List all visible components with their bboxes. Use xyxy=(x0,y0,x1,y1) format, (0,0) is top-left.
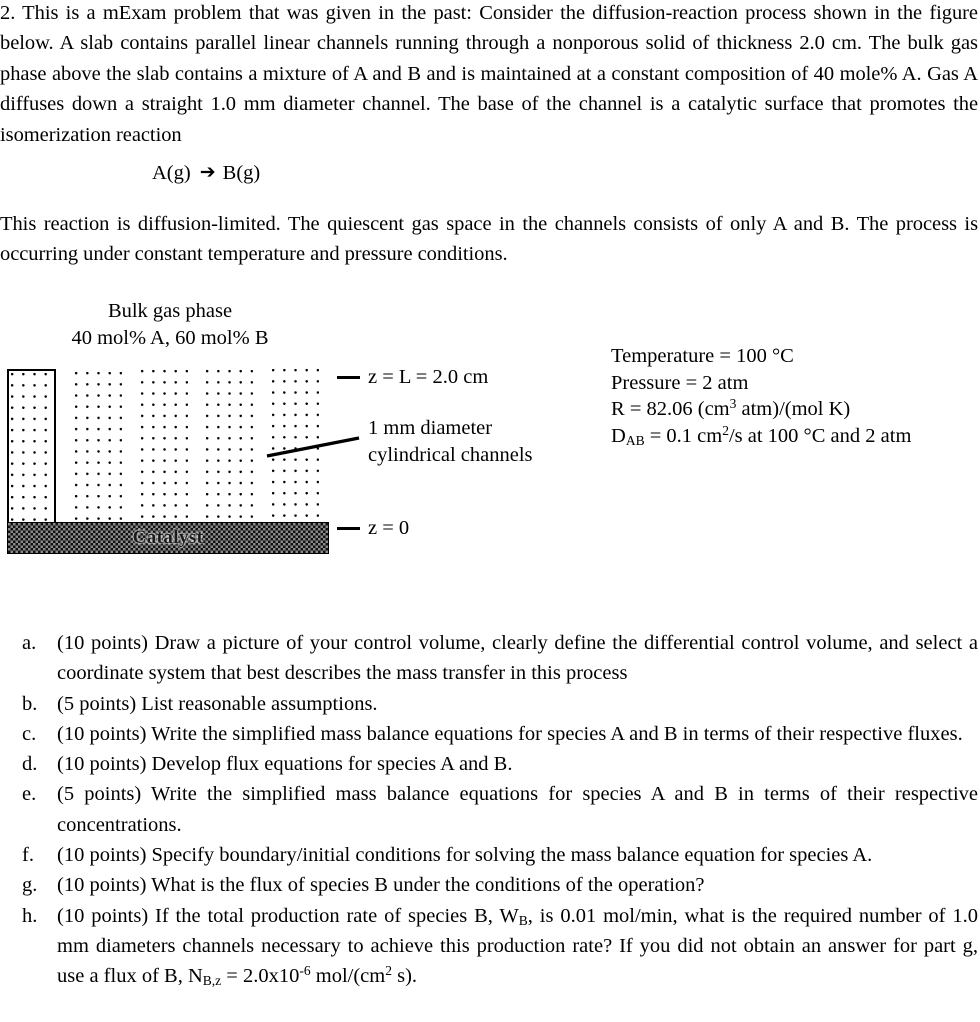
catalyst-layer xyxy=(7,522,329,554)
question-h-part2: , is 0.01 mol/min, what is the required number of 1.0 mm diameters channels necessary to achieve this production rate? If you did not obtain an answer for part g, use a flux of B, N xyxy=(57,904,979,988)
label-z-equals-L: z = L = 2.0 cm xyxy=(368,366,489,388)
question-text-a: (10 points) Draw a picture of your control volume, clearly define the differential control volume, and select a coordinate system that best describes the mass transfer in this process xyxy=(57,632,978,685)
diffusivity-subscript: AB xyxy=(625,432,645,448)
question-item-g xyxy=(0,870,980,900)
reaction-equation xyxy=(152,158,260,187)
label-z-equals-zero: z = 0 xyxy=(368,517,410,539)
question-item-b xyxy=(0,689,980,719)
question-marker-c: c. xyxy=(22,722,37,745)
question-h-exponent-minus6: -6 xyxy=(299,963,311,979)
question-h-exponent-2: 2 xyxy=(385,963,392,979)
pressure-label: Pressure xyxy=(611,371,681,394)
question-h-subscript-WB: B xyxy=(518,912,528,928)
tick-line-z-bottom xyxy=(337,527,360,530)
channel-outlined xyxy=(7,369,56,529)
diffusivity-exponent: 2 xyxy=(722,422,729,438)
diffusivity-value-post: /s at 100 °C and 2 atm xyxy=(728,424,912,447)
gas-constant-value-post: atm)/(mol K) xyxy=(736,398,851,420)
question-item-c xyxy=(0,719,980,749)
condition-temperature xyxy=(611,343,911,370)
reaction-product: B(g) xyxy=(222,162,261,184)
reaction-reactant: A(g) xyxy=(152,162,191,184)
question-marker-g: g. xyxy=(22,874,38,897)
intro-paragraph: 2. This is a mExam problem that was given in the past: Consider the diffusion-reaction process shown in the figure below. A slab contains parallel linear channels running through a nonporous solid of thickness 2.0 cm. The bulk gas phase above the slab contains a mixture of A and B and is maintained at a constant composition of 40 mole% A. Gas A diffuses down a straight 1.0 mm diameter channel. The base of the channel is a catalytic surface that promotes the isomerization reaction xyxy=(0,2,978,146)
question-marker-d: d. xyxy=(22,753,38,776)
diffusivity-equals: = xyxy=(649,424,662,447)
question-text-b: (5 points) List reasonable assumptions. xyxy=(57,692,378,715)
channel-pointer-line xyxy=(265,436,361,458)
question-h-subscript-NBz: B,z xyxy=(202,973,222,989)
question-marker-h: h. xyxy=(22,904,38,927)
question-item-d xyxy=(0,749,980,779)
channel-4 xyxy=(204,368,253,526)
gas-constant-equals: = xyxy=(629,398,642,420)
condition-diffusivity xyxy=(611,423,911,450)
question-text-h xyxy=(57,901,980,992)
question-item-f xyxy=(0,840,980,870)
diffusivity-label: D xyxy=(611,424,626,447)
temperature-label: Temperature xyxy=(611,345,715,367)
question-marker-f: f. xyxy=(22,844,34,867)
gas-constant-value-pre: 82.06 (cm xyxy=(646,398,730,420)
question-list xyxy=(0,628,980,992)
question-marker-b: b. xyxy=(22,692,38,715)
question-text-d: (10 points) Develop flux equations for species A and B. xyxy=(57,753,513,776)
gas-constant-label: R xyxy=(611,398,625,420)
question-marker-e: e. xyxy=(22,783,37,806)
pressure-value: 2 atm xyxy=(702,371,749,394)
question-text-f: (10 points) Specify boundary/initial conditions for solving the mass balance equation for species A. xyxy=(57,844,873,867)
question-item-a xyxy=(0,628,980,689)
question-h-part1: (10 points) If the total production rate of species B, W xyxy=(57,904,519,927)
label-channel-diameter xyxy=(368,415,533,469)
question-item-h xyxy=(0,901,980,992)
operating-conditions-block xyxy=(611,343,911,449)
condition-gas-constant xyxy=(611,396,911,423)
question-text-c: (10 points) Write the simplified mass balance equations for species A and B in terms of their respective fluxes. xyxy=(57,722,963,745)
temperature-value: 100 °C xyxy=(736,345,794,367)
catalyst-label: Catalyst xyxy=(132,527,204,548)
bulk-gas-composition: 40 mol% A, 60 mol% B xyxy=(71,327,269,349)
temperature-equals: = xyxy=(719,345,731,367)
diffusivity-value-pre: 0.1 cm xyxy=(666,424,723,447)
label-channel-diameter-line2: cylindrical channels xyxy=(368,444,533,466)
slab-cross-section xyxy=(0,296,360,566)
channel-2 xyxy=(73,370,122,529)
bulk-gas-title: Bulk gas phase xyxy=(107,300,233,322)
question-h-part4: mol/(cm xyxy=(310,965,386,988)
channel-3 xyxy=(139,368,188,531)
tick-line-z-top xyxy=(337,376,360,379)
question-marker-a: a. xyxy=(22,632,37,654)
question-item-e xyxy=(0,779,980,840)
condition-pressure xyxy=(611,370,911,397)
diffusion-limited-paragraph: This reaction is diffusion-limited. The quiescent gas space in the channels consists of only A and B. The process is occurring under constant temperature and pressure conditions. xyxy=(0,213,978,266)
label-channel-diameter-line1: 1 mm diameter xyxy=(368,417,493,439)
question-text-e: (5 points) Write the simplified mass balance equations for species A and B in terms of their respective concentrations. xyxy=(57,783,978,836)
reaction-arrow-icon: ➔ xyxy=(199,161,216,183)
question-h-part3: = 2.0x10 xyxy=(221,965,300,988)
question-h-part5: s). xyxy=(391,965,418,988)
pressure-equals: = xyxy=(685,371,698,394)
question-text-g: (10 points) What is the flux of species B under the conditions of the operation? xyxy=(57,874,705,897)
gas-constant-exponent: 3 xyxy=(729,395,737,411)
